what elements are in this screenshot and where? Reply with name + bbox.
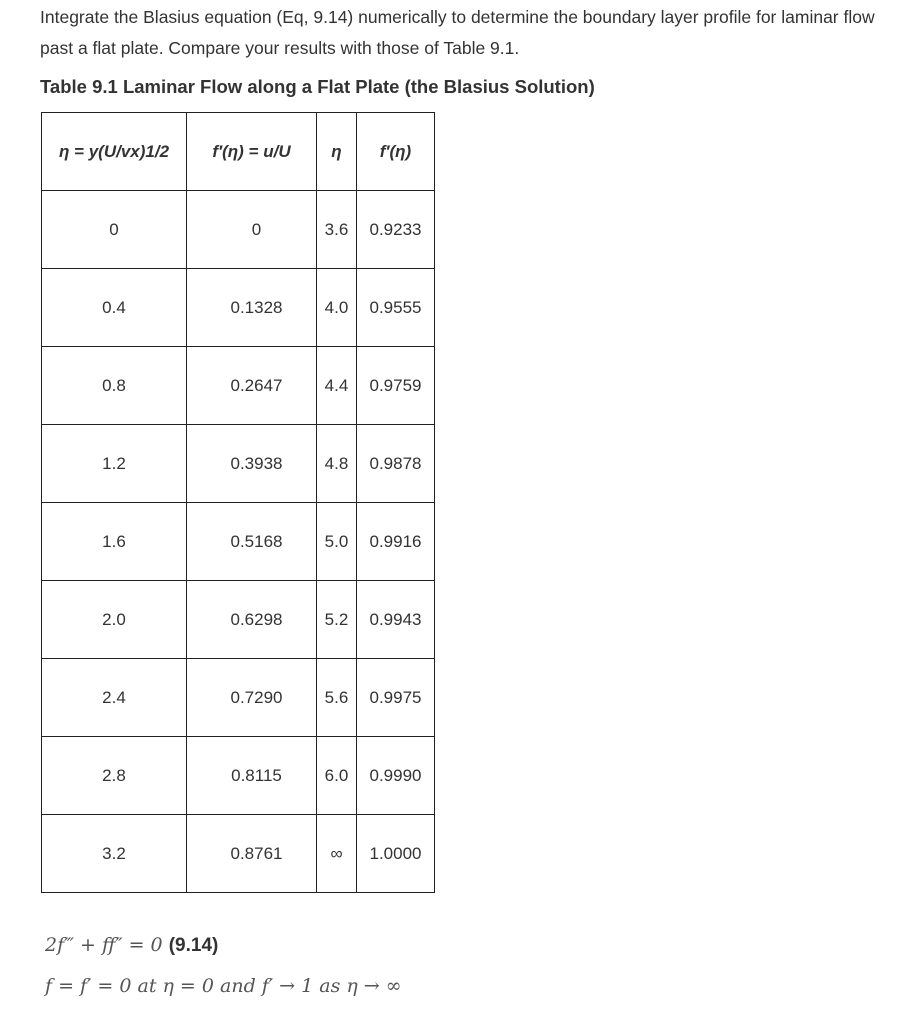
table-row	[42, 737, 435, 815]
cell-eta: 0.4	[42, 269, 187, 347]
header-eta-2: η	[317, 113, 357, 191]
cell-fprime: 0.8761	[187, 815, 317, 893]
cell-eta: 3.2	[42, 815, 187, 893]
cell-eta: 1.2	[42, 425, 187, 503]
table-header-row	[42, 113, 435, 191]
cell-fprime-2: 0.9878	[357, 425, 435, 503]
cell-eta: 1.6	[42, 503, 187, 581]
cell-fprime-2: 0.9943	[357, 581, 435, 659]
cell-fprime: 0.5168	[187, 503, 317, 581]
cell-fprime: 0.8115	[187, 737, 317, 815]
cell-fprime-2: 0.9555	[357, 269, 435, 347]
cell-fprime: 0.3938	[187, 425, 317, 503]
cell-eta-2: 6.0	[317, 737, 357, 815]
cell-fprime: 0.6298	[187, 581, 317, 659]
cell-eta-2: 5.6	[317, 659, 357, 737]
header-fprime: f′(η) = u/U	[187, 113, 317, 191]
table-row	[42, 581, 435, 659]
equation-number: (9.14)	[168, 935, 219, 956]
table-row	[42, 503, 435, 581]
cell-eta: 2.4	[42, 659, 187, 737]
table-row	[42, 659, 435, 737]
table-row	[42, 191, 435, 269]
cell-fprime: 0.7290	[187, 659, 317, 737]
cell-fprime: 0.2647	[187, 347, 317, 425]
cell-eta-2: 3.6	[317, 191, 357, 269]
cell-eta-2: 4.4	[317, 347, 357, 425]
cell-eta-2: ∞	[317, 815, 357, 893]
header-fprime-2: f′(η)	[357, 113, 435, 191]
cell-fprime: 0	[187, 191, 317, 269]
cell-eta: 0	[42, 191, 187, 269]
problem-statement: Integrate the Blasius equation (Eq, 9.14) numerically to determine the boundary layer profile for laminar flow past a flat plate. Compare your results with those of Table 9.1.	[40, 7, 875, 58]
cell-eta-2: 4.0	[317, 269, 357, 347]
table-caption: Table 9.1 Laminar Flow along a Flat Plate (the Blasius Solution)	[40, 76, 595, 97]
cell-fprime-2: 0.9990	[357, 737, 435, 815]
table-row	[42, 347, 435, 425]
cell-fprime: 0.1328	[187, 269, 317, 347]
blasius-table	[41, 112, 435, 893]
cell-fprime-2: 0.9233	[357, 191, 435, 269]
table-row	[42, 425, 435, 503]
cell-eta: 2.0	[42, 581, 187, 659]
cell-eta-2: 4.8	[317, 425, 357, 503]
header-eta: η = y(U/vx)1/2	[42, 113, 187, 191]
boundary-conditions: f = f′ = 0 at η = 0 and f′ → 1 as η → ∞	[45, 975, 402, 997]
blasius-equation	[45, 934, 218, 957]
cell-eta: 2.8	[42, 737, 187, 815]
cell-fprime-2: 0.9759	[357, 347, 435, 425]
cell-eta: 0.8	[42, 347, 187, 425]
table-row	[42, 269, 435, 347]
table-row	[42, 815, 435, 893]
cell-fprime-2: 0.9975	[357, 659, 435, 737]
cell-fprime-2: 0.9916	[357, 503, 435, 581]
blasius-equation-formula: 2f‴ + ff″ = 0	[45, 934, 163, 956]
cell-eta-2: 5.2	[317, 581, 357, 659]
cell-fprime-2: 1.0000	[357, 815, 435, 893]
cell-eta-2: 5.0	[317, 503, 357, 581]
